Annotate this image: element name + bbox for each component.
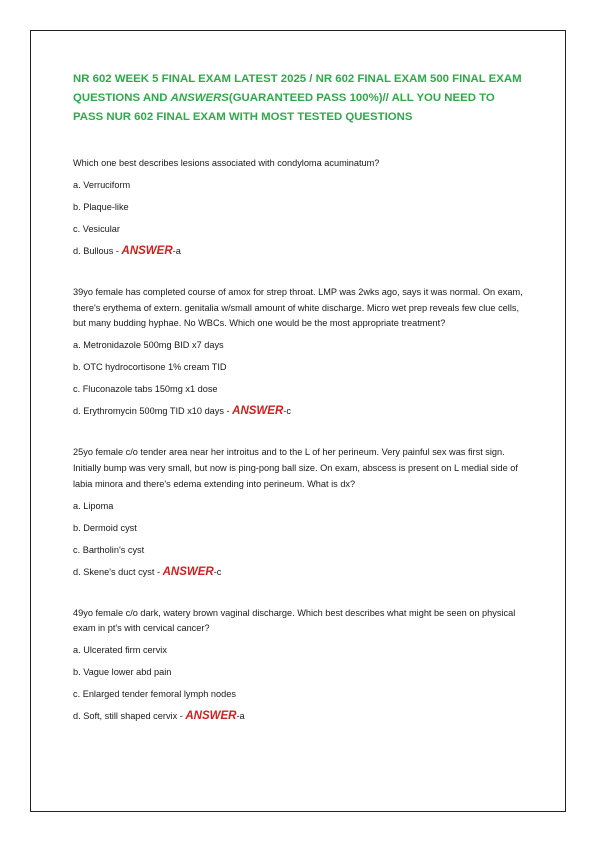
option-d [73, 709, 523, 724]
answer-keyword: ANSWER [121, 244, 173, 257]
option-a: a. Metronidazole 500mg BID x7 days [73, 340, 224, 351]
option-d-text: d. Soft, still shaped cervix - [73, 711, 186, 722]
document-title [73, 70, 523, 127]
question-text: Which one best describes lesions associated with condyloma acuminatum? [73, 158, 380, 168]
question-text: 25yo female c/o tender area near her introitus and to the L of her perineum. Very painful sex was first sign. Initially bump was very small, but now is ping-pong ball size. On exam, abscess is present on L medial side of labia minora and there's edema extending into perineum. What is dx? [73, 447, 518, 489]
answer-keyword: ANSWER [185, 710, 237, 723]
question-block-4 [73, 606, 523, 725]
option-a: a. Ulcerated firm cervix [73, 645, 167, 656]
answer-value: -c [283, 406, 291, 417]
question-text: 49yo female c/o dark, watery brown vaginal discharge. Which best describes what might be seen on physical exam in pt's with cervical cancer? [73, 607, 516, 634]
option-c: c. Bartholin's cyst [73, 544, 145, 555]
title-part-2: (GUARANTEED PASS 100%)// ALL YOU NEED TO PASS NUR 602 FINAL EXAM WITH MOST TESTED QUESTIONS [73, 92, 495, 123]
question-block-1 [73, 156, 523, 259]
answer-value: -a [172, 245, 181, 256]
option-d-text: d. Skene's duct cyst - [73, 566, 163, 577]
option-d-text: d. Bullous - [73, 245, 122, 256]
title-part-1: NR 602 WEEK 5 FINAL EXAM LATEST 2025 / NR 602 FINAL EXAM 500 FINAL EXAM QUESTIONS AND [73, 73, 522, 104]
option-b: b. Plaque-like [73, 201, 129, 212]
option-c: c. Vesicular [73, 223, 120, 234]
answer-value: -c [213, 566, 222, 577]
option-d [73, 565, 523, 580]
question-block-3 [73, 445, 523, 579]
option-d [73, 244, 523, 259]
option-c: c. Fluconazole tabs 150mg x1 dose [73, 384, 218, 395]
title-emphasis: ANSWERS [170, 92, 229, 104]
question-text: 39yo female has completed course of amox for strep throat. LMP was 2wks ago, says it was normal. On exam, there's erythema of extern. genitalia w/small amount of white discharge. Micro wet prep reveals few clue cells, but many budding hyphae. No WBCs. Which one would be the most appropriate treatment? [73, 286, 523, 329]
answer-keyword: ANSWER [232, 405, 284, 418]
option-d [73, 404, 523, 419]
option-a: a. Verruciform [73, 179, 131, 190]
answer-value: -a [236, 711, 245, 722]
option-b: b. Vague lower abd pain [73, 667, 172, 678]
option-b: b. OTC hydrocortisone 1% cream TID [73, 362, 227, 373]
option-a: a. Lipoma [73, 500, 114, 511]
option-b: b. Dermoid cyst [73, 522, 137, 533]
answer-keyword: ANSWER [162, 565, 214, 578]
option-d-text: d. Erythromycin 500mg TID x10 days - [73, 406, 233, 417]
option-c: c. Enlarged tender femoral lymph nodes [73, 689, 236, 700]
document-content [73, 70, 523, 750]
question-block-2 [73, 285, 523, 419]
